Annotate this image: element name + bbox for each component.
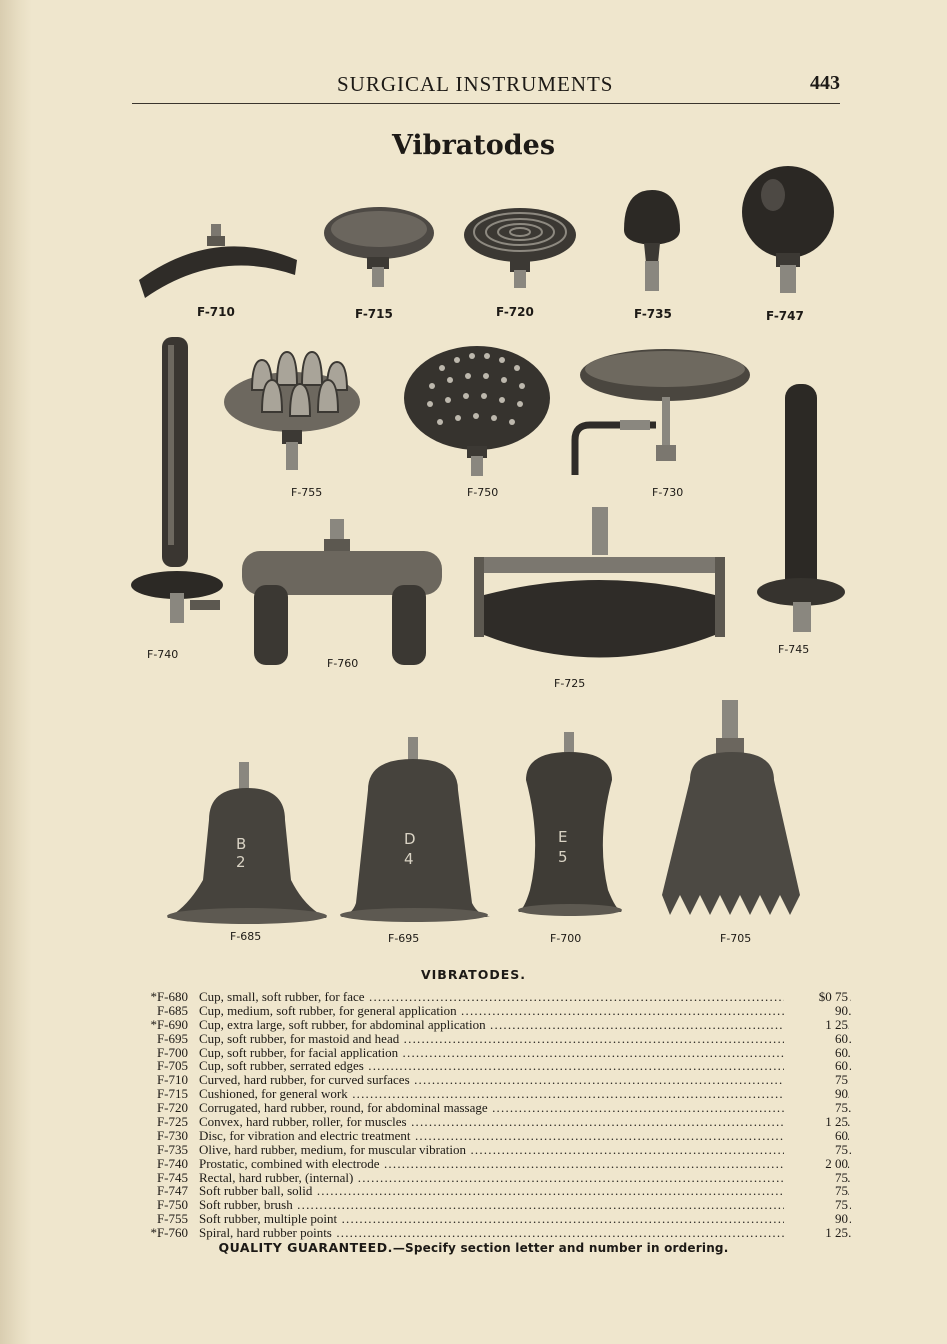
vibratode-f747-image <box>738 165 838 295</box>
vibratode-f760-image <box>240 515 445 675</box>
list-item <box>128 1115 848 1129</box>
item-code: F-715 <box>156 1086 188 1102</box>
list-item <box>128 1073 848 1087</box>
item-code: F-700 <box>156 1044 188 1060</box>
list-item <box>128 1212 848 1226</box>
item-price: 2 00 <box>784 1157 848 1171</box>
item-price: 60 <box>784 1046 848 1060</box>
item-price: 60 <box>784 1129 848 1143</box>
label-f760: F-760 <box>327 657 359 670</box>
item-description: Olive, hard rubber, medium, for muscular vibration ..... <box>199 1143 851 1157</box>
item-code: F-750 <box>156 1197 188 1213</box>
vibratode-f755-image <box>222 340 362 480</box>
illustration-plate <box>130 160 840 960</box>
item-description: Convex, hard rubber, roller, for muscles ..... <box>199 1115 851 1129</box>
vibratode-f730-image <box>570 345 750 475</box>
vibratode-f735-image <box>620 185 685 295</box>
list-item <box>128 1129 848 1143</box>
list-item <box>128 990 848 1004</box>
item-code: F-725 <box>156 1114 188 1130</box>
item-price: 1 25 <box>784 1018 848 1032</box>
item-code: *F-690 <box>150 1016 188 1032</box>
item-code: F-685 <box>156 1002 188 1018</box>
item-code: F-730 <box>156 1127 188 1143</box>
item-code: F-695 <box>156 1030 188 1046</box>
list-item <box>128 1004 848 1018</box>
price-list <box>128 990 848 1240</box>
vibratode-f685-image <box>165 760 330 925</box>
item-price: $0 75 <box>784 990 848 1004</box>
label-f710: F-710 <box>197 305 235 319</box>
item-price: 1 25 <box>784 1226 848 1240</box>
list-item <box>128 1157 848 1171</box>
item-price: 60 <box>784 1059 848 1073</box>
label-f735: F-735 <box>634 307 672 321</box>
header-rule <box>132 103 840 104</box>
list-item <box>128 1101 848 1115</box>
vibratode-f750-image <box>402 338 552 478</box>
list-item <box>128 1018 848 1032</box>
vibratode-f715-image <box>322 205 437 290</box>
label-f705: F-705 <box>720 932 752 945</box>
item-price: 75 <box>784 1143 848 1157</box>
vibratode-f740-image <box>130 335 230 635</box>
item-price: 75 <box>784 1073 848 1087</box>
list-heading: VIBRATODES. <box>420 967 526 982</box>
item-description: Cup, soft rubber, for mastoid and head ..... <box>199 1032 851 1046</box>
list-item <box>128 1226 848 1240</box>
vibratode-f745-image <box>755 382 845 642</box>
bell-marking-4: 4 <box>404 850 414 868</box>
label-f725: F-725 <box>554 677 586 690</box>
label-f695: F-695 <box>388 932 420 945</box>
vibratode-f705-image <box>660 700 810 925</box>
item-description: Disc, for vibration and electric treatment ..... <box>199 1129 851 1143</box>
ordering-note-lead: QUALITY GUARANTEED. <box>218 1240 393 1255</box>
item-description: Cup, medium, soft rubber, for general application ..... <box>199 1004 851 1018</box>
bell-marking-b: B <box>236 835 247 853</box>
list-item <box>128 1087 848 1101</box>
item-description: Cup, extra large, soft rubber, for abdominal application ..... <box>199 1018 851 1032</box>
item-price: 75 <box>784 1101 848 1115</box>
item-code: *F-760 <box>150 1225 188 1241</box>
label-f730: F-730 <box>652 486 684 499</box>
item-code: F-720 <box>156 1100 188 1116</box>
item-description: Curved, hard rubber, for curved surfaces ..... <box>199 1073 851 1087</box>
item-price: 75 <box>784 1171 848 1185</box>
label-f745: F-745 <box>778 643 810 656</box>
label-f715: F-715 <box>355 307 393 321</box>
item-description: Soft rubber ball, solid ..... <box>199 1184 851 1198</box>
item-description: Corrugated, hard rubber, round, for abdominal massage ..... <box>199 1101 851 1115</box>
label-f740: F-740 <box>147 648 179 661</box>
list-item <box>128 1143 848 1157</box>
list-item <box>128 1198 848 1212</box>
list-item <box>128 1171 848 1185</box>
item-description: Soft rubber, multiple point ..... <box>199 1212 851 1226</box>
label-f720: F-720 <box>496 305 534 319</box>
vibratode-f710-image <box>135 220 300 300</box>
item-description: Rectal, hard rubber, (internal) ..... <box>199 1171 851 1185</box>
item-description: Cup, soft rubber, serrated edges ..... <box>199 1059 851 1073</box>
item-code: F-755 <box>156 1211 188 1227</box>
item-price: 90 <box>784 1212 848 1226</box>
running-header <box>132 72 840 98</box>
item-description: Cushioned, for general work ..... <box>199 1087 851 1101</box>
item-code: F-747 <box>156 1183 188 1199</box>
bell-marking-5: 5 <box>558 848 568 866</box>
bell-marking-2: 2 <box>236 853 246 871</box>
label-f700: F-700 <box>550 932 582 945</box>
bell-marking-d: D <box>404 830 416 848</box>
ordering-note-rest: —Specify section letter and number in ordering. <box>392 1241 729 1255</box>
vibratode-f720-image <box>463 205 578 290</box>
book-spine-shadow <box>0 0 32 1344</box>
item-price: 90 <box>784 1004 848 1018</box>
bell-marking-e: E <box>558 828 568 846</box>
vibratode-f725-image <box>472 505 727 675</box>
label-f750: F-750 <box>467 486 499 499</box>
item-code: F-705 <box>156 1058 188 1074</box>
vibratode-f700-image <box>516 730 626 920</box>
item-price: 75 <box>784 1184 848 1198</box>
item-description: Soft rubber, brush ..... <box>199 1198 851 1212</box>
page-number: 443 <box>810 72 840 94</box>
header-title: SURGICAL INSTRUMENTS <box>337 72 614 96</box>
item-description: Cup, soft rubber, for facial application ..... <box>199 1046 851 1060</box>
label-f685: F-685 <box>230 930 262 943</box>
item-price: 1 25 <box>784 1115 848 1129</box>
item-code: *F-680 <box>150 989 188 1004</box>
item-code: F-735 <box>156 1141 188 1157</box>
item-description: Prostatic, combined with electrode ..... <box>199 1157 851 1171</box>
item-price: 60 <box>784 1032 848 1046</box>
item-code: F-740 <box>156 1155 188 1171</box>
item-code: F-745 <box>156 1169 188 1185</box>
label-f755: F-755 <box>291 486 323 499</box>
item-code: F-710 <box>156 1072 188 1088</box>
list-item <box>128 1046 848 1060</box>
item-price: 90 <box>784 1087 848 1101</box>
list-item <box>128 1059 848 1073</box>
item-description: Spiral, hard rubber points ..... <box>199 1226 851 1240</box>
section-title: Vibratodes <box>391 130 556 161</box>
item-price: 75 <box>784 1198 848 1212</box>
ordering-note <box>0 1240 947 1255</box>
label-f747: F-747 <box>766 309 804 323</box>
item-description: Cup, small, soft rubber, for face ..... <box>199 990 851 1004</box>
list-item <box>128 1184 848 1198</box>
list-item <box>128 1032 848 1046</box>
